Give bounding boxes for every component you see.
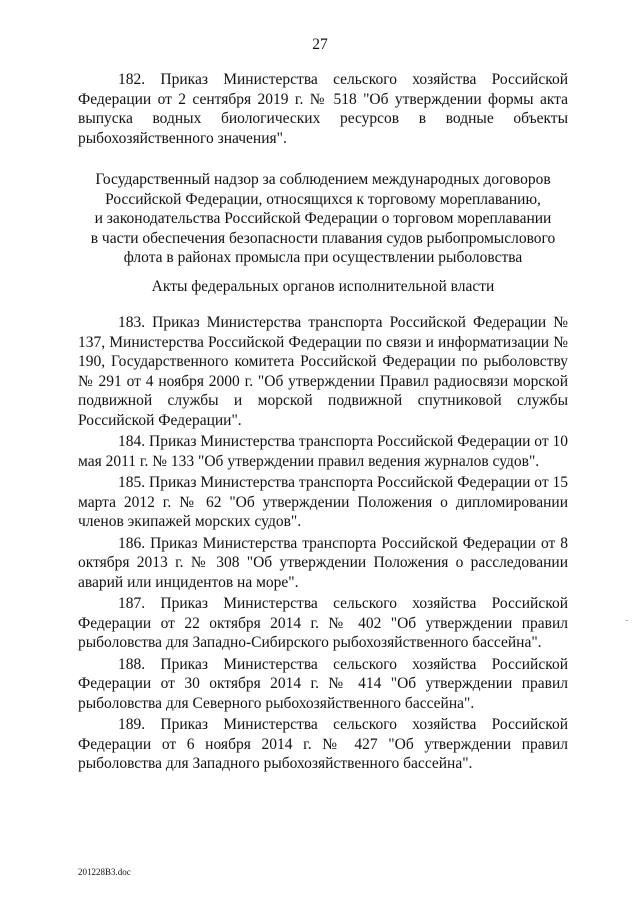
list-item: 187. Приказ Министерства сельского хозяйства Российской Федерации от 22 октября 2014 г. № 402 "Об утверждении правил рыболовства для Западно-Сибирского рыбохозяйственного бассейна". xyxy=(78,595,568,651)
page-number: 27 xyxy=(312,36,328,53)
list-item: 185. Приказ Министерства транспорта Российской Федерации от 15 марта 2012 г. № 62 "Об утверждении Положения о дипломировании членов экипажей морских судов". xyxy=(78,474,568,530)
list-item: 186. Приказ Министерства транспорта Российской Федерации от 8 октября 2013 г. № 308 "Об утверждении Положения о расследовании аварий или инцидентов на море". xyxy=(78,534,568,591)
subheading: Акты федеральных органов исполнительной власти xyxy=(151,278,495,295)
list-item: 183. Приказ Министерства транспорта Российской Федерации № 137, Министерства Российской Федерации по связи и информатизации № 190, Государственного комитета Российской Федерации по рыболовству № 291 от 4 ноября 2000 г. "Об утверждении Правил радиосвязи морской подвижной службы и морской подвижной спутниковой службы Российской Федерации". xyxy=(78,314,568,429)
footer-filename: 201228В3.doc xyxy=(78,867,131,877)
section-heading xyxy=(70,170,576,268)
list-item: 184. Приказ Министерства транспорта Российской Федерации от 10 мая 2011 г. № 133 "Об утверждении правил ведения журналов судов". xyxy=(78,433,568,470)
margin-mark: - xyxy=(625,615,629,626)
section-heading-line: в части обеспечения безопасности плавания судов рыбопромыслового xyxy=(90,229,556,247)
section-heading-line: флота в районах промысла при осуществлении рыболовства xyxy=(123,249,523,266)
items-list xyxy=(78,313,568,776)
list-item: 189. Приказ Министерства сельского хозяйства Российской Федерации от 6 ноября 2014 г. № 427 "Об утверждении правил рыболовства для Западного рыбохозяйственного бассейна". xyxy=(78,716,568,772)
list-item: 182. Приказ Министерства сельского хозяйства Российской Федерации от 2 сентября 2019 г. № 518 "Об утверждении формы акта выпуска водных биологических ресурсов в водные объекты рыбохозяйственного значения". xyxy=(78,71,568,147)
section-heading-line: и законодательства Российской Федерации о торговом мореплавании xyxy=(94,210,552,227)
list-item: 188. Приказ Министерства сельского хозяйства Российской Федерации от 30 октября 2014 г. № 414 "Об утверждении правил рыболовства для Северного рыбохозяйственного бассейна". xyxy=(78,655,568,712)
section-heading-line: Государственный надзор за соблюдением международных договоров xyxy=(95,171,551,188)
section-heading-line: Российской Федерации, относящихся к торговому мореплаванию, xyxy=(105,190,541,208)
item-182-block xyxy=(78,70,568,150)
